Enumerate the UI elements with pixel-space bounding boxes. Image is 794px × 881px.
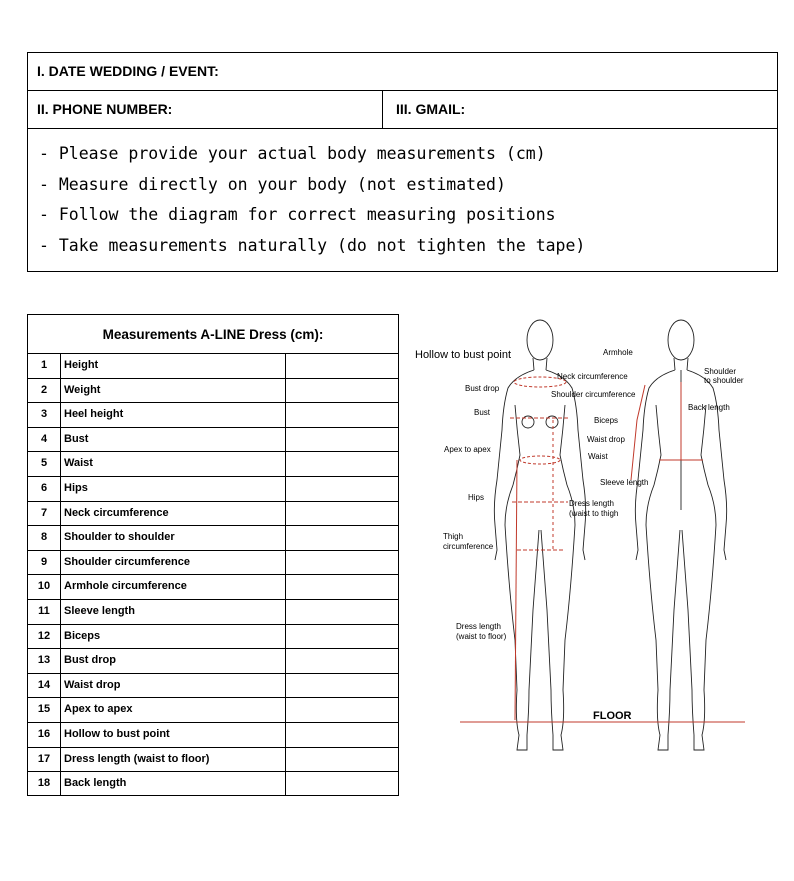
gmail-label: III. GMAIL:: [396, 101, 466, 117]
row-label: Back length: [64, 777, 127, 790]
table-row[interactable]: [28, 624, 398, 649]
table-row[interactable]: [28, 722, 398, 747]
instruction-item: - Follow the diagram for correct measuring positions: [39, 205, 556, 224]
label-dress-length-thigh: (waist to thigh: [569, 509, 619, 518]
label-dress-length-thigh: Dress length: [569, 499, 614, 508]
row-number: 16: [37, 728, 51, 740]
label-neck-circumference: Neck circumference: [557, 372, 628, 381]
label-thigh-circumference: Thigh: [443, 532, 464, 541]
measurements-table: [27, 314, 399, 796]
table-row[interactable]: [28, 648, 398, 673]
row-number: 3: [40, 408, 48, 421]
date-row[interactable]: [28, 53, 777, 91]
table-row[interactable]: [28, 402, 398, 427]
table-row[interactable]: [28, 451, 398, 476]
row-number: 15: [37, 703, 51, 716]
label-sleeve-length: Sleeve length: [600, 478, 649, 487]
column-divider: [382, 91, 383, 128]
label-waist: Waist: [588, 452, 608, 461]
label-waist-drop: Waist drop: [587, 435, 625, 444]
row-number: 1: [40, 359, 48, 371]
row-number: 18: [37, 777, 51, 790]
label-shoulder-to-shoulder: Shoulder: [704, 367, 737, 376]
row-label: Dress length (waist to floor): [64, 752, 210, 765]
label-dress-length-floor: (waist to floor): [456, 632, 507, 641]
row-label: Waist drop: [64, 678, 121, 691]
row-label: Armhole circumference: [64, 580, 187, 593]
row-number: 13: [37, 654, 51, 667]
row-number: 10: [37, 580, 51, 593]
phone-label: II. PHONE NUMBER:: [37, 101, 173, 117]
row-number: 6: [40, 482, 48, 494]
table-row[interactable]: [28, 574, 398, 599]
table-row[interactable]: [28, 673, 398, 698]
row-label: Hollow to bust point: [64, 728, 170, 740]
table-row[interactable]: [28, 599, 398, 624]
label-floor: FLOOR: [593, 710, 632, 722]
label-bust: Bust: [474, 408, 491, 417]
measure-lines: [460, 377, 745, 722]
date-label: I. DATE WEDDING / EVENT:: [37, 63, 219, 79]
table-row[interactable]: [28, 501, 398, 526]
row-number: 4: [40, 432, 48, 445]
row-label: Shoulder to shoulder: [64, 531, 175, 544]
table-row[interactable]: [28, 771, 398, 796]
front-figure: [494, 320, 585, 750]
table-row[interactable]: [28, 378, 398, 403]
label-back-length: Back length: [688, 403, 730, 412]
row-number: 7: [40, 506, 48, 519]
row-label: Biceps: [64, 629, 101, 642]
table-row[interactable]: [28, 550, 398, 575]
label-armhole: Armhole: [603, 348, 633, 357]
label-shoulder-circumference: Shoulder circumference: [551, 390, 636, 399]
row-label: Weight: [64, 383, 101, 396]
row-label: Waist: [64, 457, 93, 470]
table-row[interactable]: [28, 525, 398, 550]
table-row[interactable]: [28, 427, 398, 452]
label-biceps: Biceps: [594, 416, 619, 425]
row-label: Neck circumference: [64, 506, 169, 519]
row-number: 9: [40, 555, 48, 568]
row-number: 8: [40, 531, 48, 544]
label-shoulder-to-shoulder: to shoulder: [704, 376, 744, 385]
row-number: 12: [37, 629, 51, 642]
row-number: 2: [40, 383, 48, 396]
label-hips: Hips: [468, 493, 485, 502]
row-label: Bust drop: [64, 654, 116, 667]
row-label: Apex to apex: [64, 703, 133, 716]
table-row[interactable]: [28, 476, 398, 501]
instruction-item: - Measure directly on your body (not estimated): [39, 174, 506, 194]
row-label: Bust: [64, 432, 89, 445]
contact-row: [28, 91, 777, 129]
label-dress-length-floor: Dress length: [456, 622, 501, 631]
row-label: Shoulder circumference: [64, 555, 190, 568]
label-hollow-to-bust: Hollow to bust point: [415, 349, 511, 361]
row-label: Hips: [64, 482, 88, 494]
label-thigh-circumference: circumference: [443, 542, 494, 551]
table-title: Measurements A-LINE Dress (cm):: [102, 327, 324, 342]
row-label: Height: [64, 359, 99, 371]
row-number: 17: [37, 752, 51, 765]
row-label: Sleeve length: [64, 605, 135, 617]
instruction-item: - Take measurements naturally (do not tighten the tape): [39, 235, 586, 255]
row-number: 14: [37, 678, 51, 691]
label-apex-to-apex: Apex to apex: [444, 445, 491, 454]
table-row[interactable]: [28, 697, 398, 722]
diagram-labels: [415, 348, 744, 722]
table-row[interactable]: [28, 353, 398, 378]
label-bust-drop: Bust drop: [465, 384, 500, 393]
table-row[interactable]: [28, 747, 398, 772]
body-measurement-diagram: [405, 310, 775, 770]
row-number: 11: [38, 605, 50, 617]
instruction-item: - Please provide your actual body measurements (cm): [39, 144, 546, 163]
instructions-list: [39, 139, 585, 261]
row-number: 5: [40, 457, 48, 470]
customer-info-form: [27, 52, 778, 272]
row-label: Heel height: [64, 408, 124, 421]
